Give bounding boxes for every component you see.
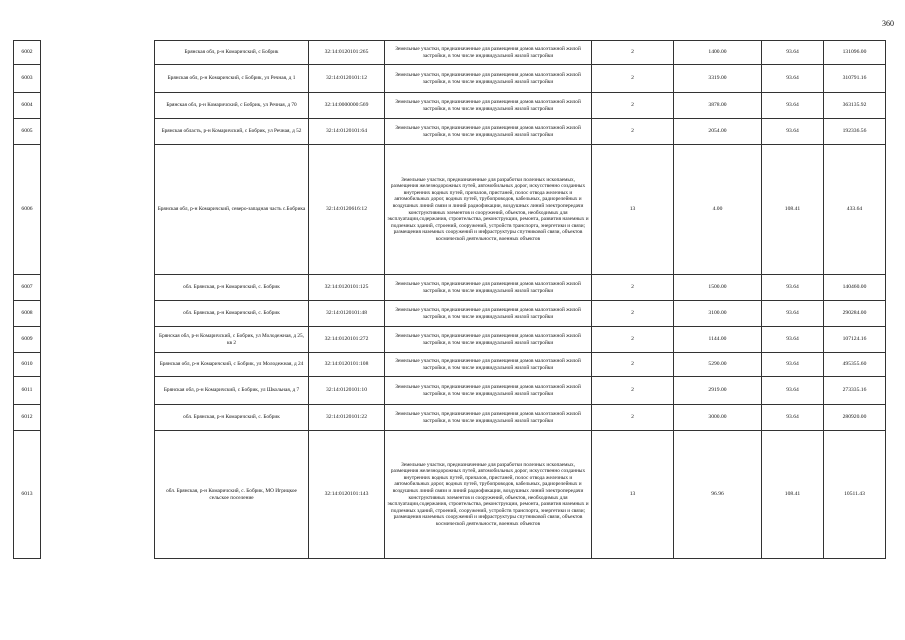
cadastral-number-cell: 32:14:0120101:108 <box>309 353 385 377</box>
table-row <box>14 119 886 145</box>
address-cell: обл. Брянская, р-н Комаричский, с. Бобрик, МО Игрицкое сельское поселение <box>155 431 309 559</box>
area-cell: 2919.00 <box>674 377 762 405</box>
cadastral-value-cell: 273335.16 <box>824 377 886 405</box>
group-number-cell: 2 <box>592 377 674 405</box>
cadastral-number-cell: 32:14:0120101:64 <box>309 119 385 145</box>
spacer-cell <box>41 93 155 119</box>
area-cell: 3100.00 <box>674 301 762 327</box>
row-number: 6012 <box>14 405 41 431</box>
specific-value-cell: 93.64 <box>762 353 824 377</box>
cadastral-number-cell: 32:14:0120616:12 <box>309 145 385 275</box>
specific-value-cell: 93.64 <box>762 405 824 431</box>
land-use-cell: Земельные участки, предназначенные для размещения домов малоэтажной жилой застройки, в том числе индивидуальной жилой застройки <box>385 65 592 93</box>
table-row <box>14 431 886 559</box>
area-cell: 1400.00 <box>674 41 762 65</box>
cadastral-number-cell: 32:14:0120101:143 <box>309 431 385 559</box>
cadastral-value-cell: 363135.92 <box>824 93 886 119</box>
row-number: 6004 <box>14 93 41 119</box>
address-cell: Брянская обл, р-н Комаричский, с Бобрик, ул Школьная, д 7 <box>155 377 309 405</box>
cadastral-value-cell: 495355.60 <box>824 353 886 377</box>
group-number-cell: 2 <box>592 119 674 145</box>
specific-value-cell: 93.64 <box>762 41 824 65</box>
specific-value-cell: 108.41 <box>762 431 824 559</box>
land-use-cell: Земельные участки, предназначенные для размещения домов малоэтажной жилой застройки, в том числе индивидуальной жилой застройки <box>385 301 592 327</box>
cadastral-value-cell: 280920.00 <box>824 405 886 431</box>
cadastral-number-cell: 32:14:0120101:272 <box>309 327 385 353</box>
group-number-cell: 2 <box>592 301 674 327</box>
address-cell: Брянская обл, р-н Комаричский, с Бобрик, ул Молодежная, д 25, кв 2 <box>155 327 309 353</box>
table-row <box>14 405 886 431</box>
page-number: 360 <box>882 19 894 28</box>
specific-value-cell: 93.64 <box>762 377 824 405</box>
address-cell: Брянская область, р-н Комаричский, с Бобрик, ул Речная, д 52 <box>155 119 309 145</box>
row-number: 6007 <box>14 275 41 301</box>
group-number-cell: 2 <box>592 93 674 119</box>
area-cell: 5290.00 <box>674 353 762 377</box>
area-cell: 3878.00 <box>674 93 762 119</box>
spacer-cell <box>41 41 155 65</box>
row-number: 6010 <box>14 353 41 377</box>
row-number: 6008 <box>14 301 41 327</box>
land-use-cell: Земельные участки, предназначенные для размещения домов малоэтажной жилой застройки, в том числе индивидуальной жилой застройки <box>385 119 592 145</box>
specific-value-cell: 108.41 <box>762 145 824 275</box>
row-number: 6006 <box>14 145 41 275</box>
spacer-cell <box>41 431 155 559</box>
specific-value-cell: 93.64 <box>762 301 824 327</box>
group-number-cell: 2 <box>592 327 674 353</box>
cadastral-value-cell: 140460.00 <box>824 275 886 301</box>
area-cell: 2054.00 <box>674 119 762 145</box>
address-cell: обл. Брянская, р-н Комаричский, с. Бобрик <box>155 405 309 431</box>
area-cell: 96.96 <box>674 431 762 559</box>
row-number: 6011 <box>14 377 41 405</box>
group-number-cell: 2 <box>592 353 674 377</box>
address-cell: Брянская обл, р-н Комаричский, с Бобрик, ул Речная, д 1 <box>155 65 309 93</box>
table-row <box>14 41 886 65</box>
cadastral-number-cell: 32:14:0120101:265 <box>309 41 385 65</box>
row-number: 6005 <box>14 119 41 145</box>
cadastral-value-table <box>13 40 886 559</box>
table-row <box>14 301 886 327</box>
group-number-cell: 2 <box>592 41 674 65</box>
cadastral-number-cell: 32:14:0120101:10 <box>309 377 385 405</box>
group-number-cell: 2 <box>592 275 674 301</box>
table-row <box>14 93 886 119</box>
group-number-cell: 13 <box>592 145 674 275</box>
land-use-cell: Земельные участки, предназначенные для размещения домов малоэтажной жилой застройки, в том числе индивидуальной жилой застройки <box>385 327 592 353</box>
spacer-cell <box>41 119 155 145</box>
row-number: 6013 <box>14 431 41 559</box>
cadastral-value-cell: 107124.16 <box>824 327 886 353</box>
cadastral-number-cell: 32:14:0000000:569 <box>309 93 385 119</box>
spacer-cell <box>41 353 155 377</box>
address-cell: Брянская обл, р-н Комаричский, с Бобрик <box>155 41 309 65</box>
area-cell: 3319.00 <box>674 65 762 93</box>
land-use-cell: Земельные участки, предназначенные для размещения домов малоэтажной жилой застройки, в том числе индивидуальной жилой застройки <box>385 41 592 65</box>
table-row <box>14 145 886 275</box>
address-cell: Брянская обл, р-н Комаричский, северо-западная часть с.Бобрика <box>155 145 309 275</box>
address-cell: обл. Брянская, р-н Комаричский, с. Бобрик <box>155 275 309 301</box>
area-cell: 1500.00 <box>674 275 762 301</box>
area-cell: 3000.00 <box>674 405 762 431</box>
spacer-cell <box>41 377 155 405</box>
address-cell: Брянская обл, р-н Комаричский, с Бобрик, ул Молодежная, д 24 <box>155 353 309 377</box>
group-number-cell: 13 <box>592 431 674 559</box>
table-row <box>14 275 886 301</box>
cadastral-value-cell: 310791.16 <box>824 65 886 93</box>
land-use-cell: Земельные участки, предназначенные для размещения домов малоэтажной жилой застройки, в том числе индивидуальной жилой застройки <box>385 405 592 431</box>
address-cell: Брянская обл, р-н Комаричский, с Бобрик, ул Речная, д 70 <box>155 93 309 119</box>
spacer-cell <box>41 275 155 301</box>
area-cell: 4.00 <box>674 145 762 275</box>
group-number-cell: 2 <box>592 405 674 431</box>
cadastral-value-cell: 192336.56 <box>824 119 886 145</box>
land-use-cell: Земельные участки, предназначенные для размещения домов малоэтажной жилой застройки, в том числе индивидуальной жилой застройки <box>385 377 592 405</box>
specific-value-cell: 93.64 <box>762 275 824 301</box>
row-number: 6003 <box>14 65 41 93</box>
cadastral-number-cell: 32:14:0120101:22 <box>309 405 385 431</box>
group-number-cell: 2 <box>592 65 674 93</box>
cadastral-value-cell: 131096.00 <box>824 41 886 65</box>
land-use-cell: Земельные участки, предназначенные для размещения домов малоэтажной жилой застройки, в том числе индивидуальной жилой застройки <box>385 353 592 377</box>
table-row <box>14 377 886 405</box>
spacer-cell <box>41 327 155 353</box>
spacer-cell <box>41 405 155 431</box>
land-use-cell: Земельные участки, предназначенные для разработки полезных ископаемых, размещения железнодорожных путей, автомобильных дорог, искусственно созданных внутренних водных путей, причалов, пристаней, полос отвода железных и автомобильных дорог, водных путей, трубопроводов, кабельных, радиорелейных и воздушных линий связи и линий радиофикации, воздушных линий электропередачи конструктивных элементов и сооружений, объектов, необходимых для эксплуатации,содержания, строительства, реконструкции, ремонта, развития наземных и подземных зданий, строений, сооружений, устройств транспорта, энергетики и связи; размещения наземных сооружений и инфраструктуры спутниковой связи, объектов космической деятельности, военных объектов <box>385 431 592 559</box>
specific-value-cell: 93.64 <box>762 93 824 119</box>
row-number: 6002 <box>14 41 41 65</box>
cadastral-number-cell: 32:14:0120101:12 <box>309 65 385 93</box>
spacer-cell <box>41 65 155 93</box>
specific-value-cell: 93.64 <box>762 327 824 353</box>
table-row <box>14 353 886 377</box>
address-cell: обл. Брянская, р-н Комаричский, с. Бобрик <box>155 301 309 327</box>
land-use-cell: Земельные участки, предназначенные для размещения домов малоэтажной жилой застройки, в том числе индивидуальной жилой застройки <box>385 275 592 301</box>
specific-value-cell: 93.64 <box>762 119 824 145</box>
spacer-cell <box>41 145 155 275</box>
cadastral-value-cell: 433.64 <box>824 145 886 275</box>
cadastral-number-cell: 32:14:0120101:125 <box>309 275 385 301</box>
table-row <box>14 327 886 353</box>
specific-value-cell: 93.64 <box>762 65 824 93</box>
row-number: 6009 <box>14 327 41 353</box>
land-use-cell: Земельные участки, предназначенные для разработки полезных ископаемых, размещения железнодорожных путей, автомобильных дорог, искусственно созданных внутренних водных путей, причалов, пристаней, полос отвода железных и автомобильных дорог, водных путей, трубопроводов, кабельных, радиорелейных и воздушных линий связи и линий радиофикации, воздушных линий электропередачи конструктивных элементов и сооружений, объектов, необходимых для эксплуатации,содержания, строительства, реконструкции, ремонта, развития наземных и подземных зданий, строений, сооружений, устройств транспорта, энергетики и связи; размещения наземных сооружений и инфраструктуры спутниковой связи, объектов космической деятельности, военных объектов <box>385 145 592 275</box>
spacer-cell <box>41 301 155 327</box>
cadastral-number-cell: 32:14:0120101:48 <box>309 301 385 327</box>
cadastral-value-cell: 290284.00 <box>824 301 886 327</box>
area-cell: 1144.00 <box>674 327 762 353</box>
cadastral-value-cell: 10511.43 <box>824 431 886 559</box>
land-use-cell: Земельные участки, предназначенные для размещения домов малоэтажной жилой застройки, в том числе индивидуальной жилой застройки <box>385 93 592 119</box>
table-row <box>14 65 886 93</box>
